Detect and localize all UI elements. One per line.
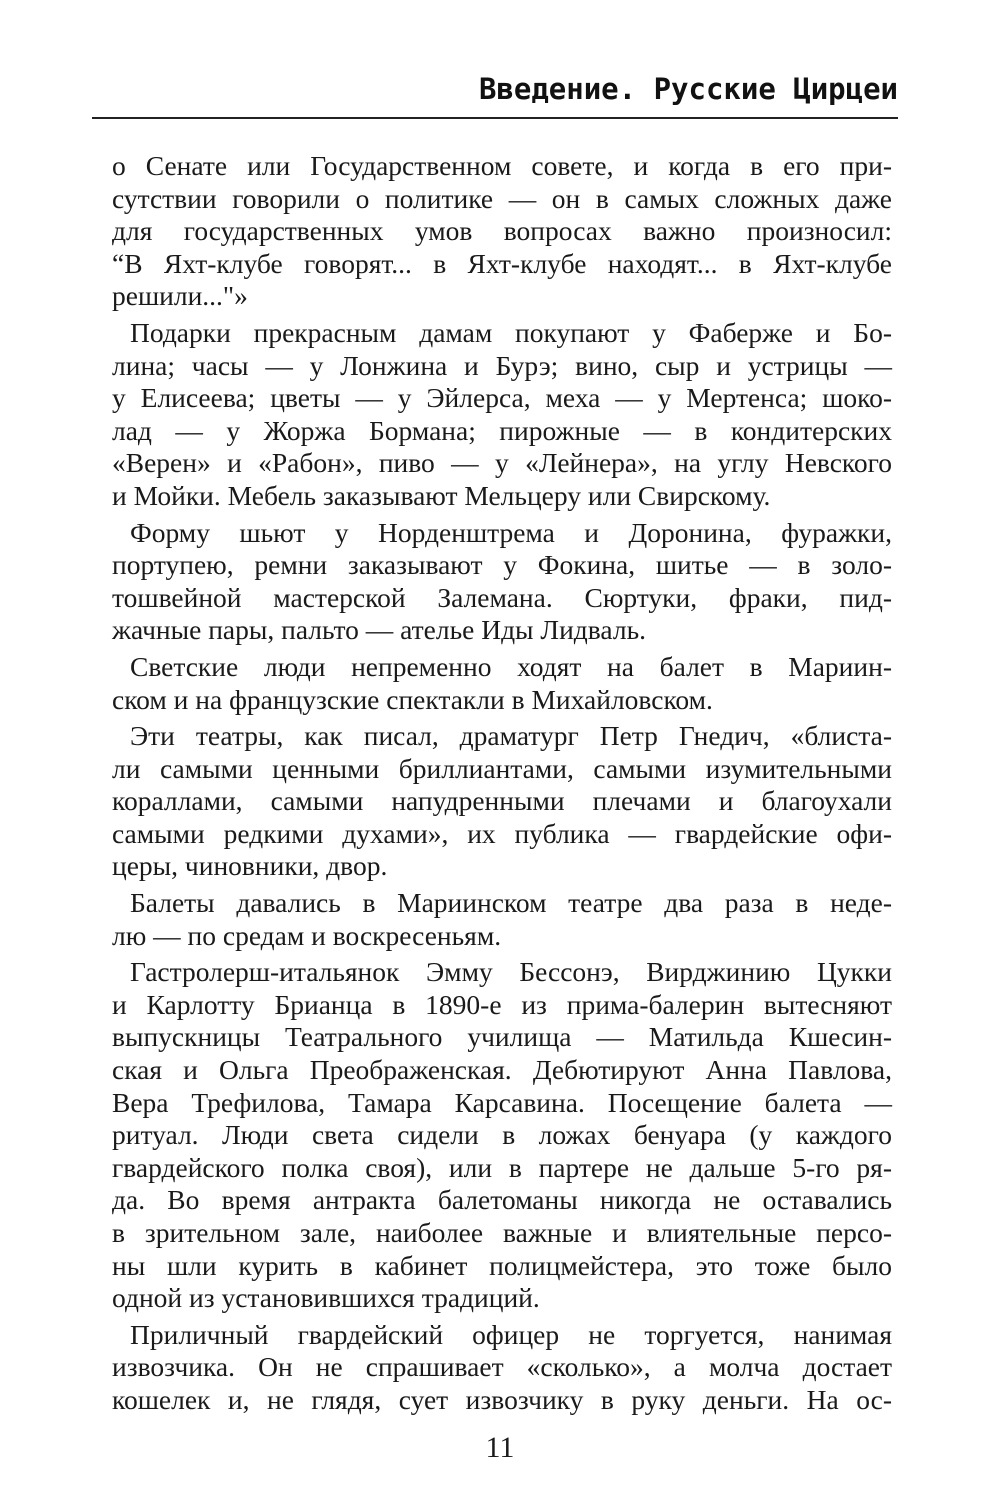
text-line: одной из установившихся традиций. — [112, 1282, 540, 1314]
text-line: Балеты давались в Мариинском театре два раза в неде- — [130, 887, 892, 919]
text-line: в зрительном зале, наиболее важные и влиятельные персо- — [112, 1217, 892, 1248]
text-line: ском и на французские спектакли в Михайловском. — [112, 683, 713, 715]
text-line: церы, чиновники, двор. — [112, 850, 388, 882]
page-number: 11 — [485, 1431, 515, 1464]
paragraph — [112, 956, 892, 1315]
text-line: Подарки прекрасным дамам покупают у Фаберже и Бо- — [130, 316, 892, 348]
text-line: о Сенате или Государственном совете, и когда в его при- — [112, 150, 892, 181]
text-line: портупею, ремни заказывают у Фокина, шитье — в золо- — [112, 549, 892, 581]
text-line: Светские люди непременно ходят на балет в Мариин- — [130, 650, 892, 682]
text-line: тошвейной мастерской Залемана. Сюртуки, фраки, пид- — [112, 581, 892, 613]
text-line: кораллами, самыми напудренными плечами и благоухали — [112, 785, 892, 817]
header-rule — [92, 117, 898, 119]
text-line: лю — по средам и воскресеньям. — [112, 919, 502, 951]
text-line: выпускницы Театрального училища — Матильда Кшесин- — [112, 1021, 892, 1053]
text-line: и Карлотту Брианца в 1890-е из прима-балерин вытесняют — [112, 988, 892, 1020]
text-line: лад — у Жоржа Бормана; пирожные — в кондитерских — [112, 414, 892, 446]
text-line: жачные пары, пальто — ателье Иды Лидваль. — [112, 614, 646, 646]
body-text — [112, 150, 892, 1421]
running-title: Введение. Русские Цирцеи — [478, 72, 898, 106]
text-line: Вера Трефилова, Тамара Карсавина. Посещение балета — — [112, 1086, 892, 1118]
text-line: Эти театры, как писал, драматург Петр Гнедич, «блиста- — [130, 720, 892, 752]
paragraph — [112, 887, 892, 952]
text-line: кошелек и, не глядя, сует извозчику в руку деньги. На ос- — [112, 1383, 892, 1415]
paragraph — [112, 517, 892, 647]
text-line: решили..."» — [112, 280, 248, 312]
text-line: ритуал. Люди света сидели в ложах бенуара (у каждого — [112, 1119, 892, 1151]
paragraph — [112, 1319, 892, 1417]
text-line: у Елисеева; цветы — у Эйлерса, меха — у Мертенса; шоко- — [112, 382, 892, 414]
text-line: гвардейского полка своя), или в партере не дальше 5-го ря- — [112, 1151, 892, 1183]
text-line: “В Яхт-клубе говорят... в Яхт-клубе находят... в Яхт-клубе — [112, 247, 892, 279]
paragraph — [112, 150, 892, 313]
text-line: Форму шьют у Норденштрема и Доронина, фуражки, — [130, 516, 892, 548]
text-line: лина; часы — у Лонжина и Бурэ; вино, сыр и устрицы — — [112, 349, 892, 381]
text-line: для государственных умов вопросах важно произносил: — [112, 215, 892, 247]
text-line: самыми редкими духами», их публика — гвардейские офи- — [112, 817, 892, 849]
text-line: Приличный гвардейский офицер не торгуется, нанимая — [130, 1318, 892, 1350]
text-line: сутствии говорили о политике — он в самых сложных даже — [112, 182, 892, 214]
text-line: извозчика. Он не спрашивает «сколько», а молча достает — [112, 1351, 892, 1383]
text-line: ны шли курить в кабинет полицмейстера, это тоже было — [112, 1249, 892, 1281]
text-line: да. Во время антракта балетоманы никогда не оставались — [112, 1184, 892, 1216]
paragraph — [112, 720, 892, 883]
paragraph — [112, 317, 892, 513]
text-line: ская и Ольга Преображенская. Дебютируют Анна Павлова, — [112, 1054, 892, 1086]
text-line: ли самыми ценными бриллиантами, самыми изумительными — [112, 752, 892, 784]
text-line: Гастролерш-итальянок Эмму Бессонэ, Вирджинию Цукки — [130, 956, 892, 988]
paragraph — [112, 651, 892, 716]
text-line: и Мойки. Мебель заказывают Мельцеру или Свирскому. — [112, 479, 771, 511]
text-line: «Верен» и «Рабон», пиво — у «Лейнера», на углу Невского — [112, 447, 892, 479]
